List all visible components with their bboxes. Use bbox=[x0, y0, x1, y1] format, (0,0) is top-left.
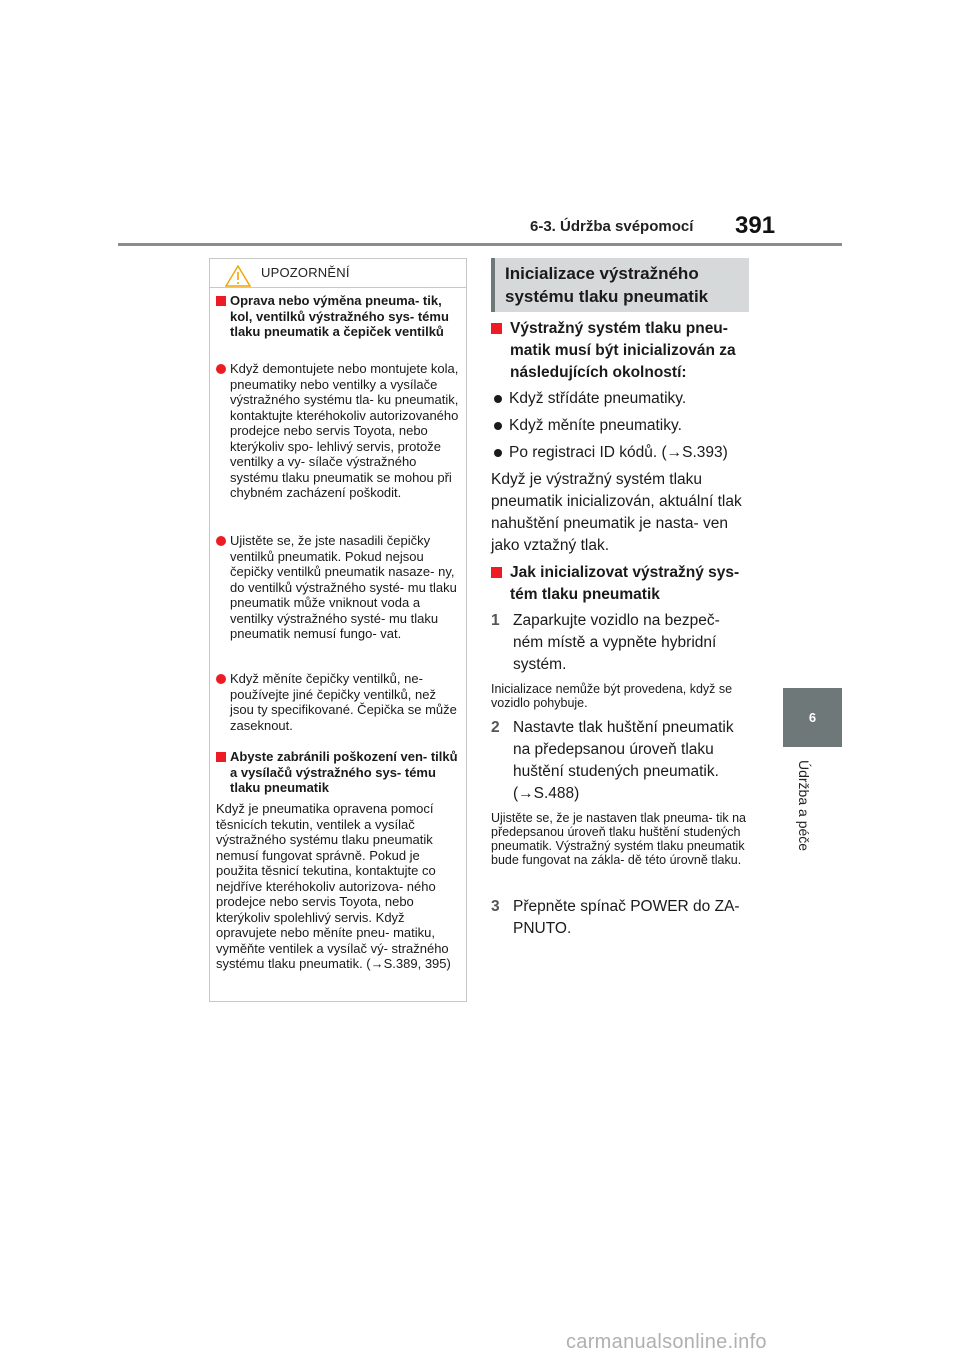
step-number: 2 bbox=[491, 719, 500, 736]
bullet-item bbox=[491, 415, 756, 437]
warning-block-1 bbox=[216, 293, 462, 340]
warning-triangle-icon bbox=[225, 265, 251, 287]
section-title: Inicializace výstražného systému tlaku pneumatik bbox=[505, 264, 709, 306]
dot-bullet-icon bbox=[494, 449, 502, 457]
warning-header bbox=[210, 259, 466, 289]
square-bullet-icon bbox=[491, 567, 502, 578]
circle-bullet-icon bbox=[216, 364, 226, 374]
bullet-text: Když měníte pneumatiky. bbox=[509, 417, 682, 434]
warning-block-6 bbox=[216, 801, 462, 972]
step-number: 3 bbox=[491, 898, 500, 915]
subheading-2 bbox=[491, 562, 756, 606]
chapter-tab: 6 bbox=[783, 688, 842, 747]
step-text: Přepněte spínač POWER do ZA- PNUTO. bbox=[513, 898, 740, 937]
warning-block-text: Abyste zabránili poškození ven- tilků a vysílačů výstražného sys- tému tlaku pneumatik bbox=[230, 749, 458, 795]
step-note: Ujistěte se, že je nastaven tlak pneuma- tik na předepsanou úroveň tlaku huštění studených pneumatik. Výstražný systém tlaku pneumatik bude fungovat na zákla- dě této úrovně tlaku. bbox=[491, 811, 746, 867]
bullet-item bbox=[491, 442, 756, 464]
subheading-1 bbox=[491, 318, 756, 384]
step-text: Zaparkujte vozidlo na bezpeč- ném místě a vypněte hybridní systém. bbox=[513, 612, 720, 673]
step-text: Nastavte tlak huštění pneumatik na předepsanou úroveň tlaku huštění studených pneumatik. (→S.488) bbox=[513, 719, 734, 802]
step-1 bbox=[491, 610, 751, 676]
warning-block-4 bbox=[216, 671, 462, 733]
subheading-text: Výstražný systém tlaku pneu- matik musí být inicializován za následujících okolností: bbox=[510, 320, 736, 381]
bullet-text: Po registraci ID kódů. (→S.393) bbox=[509, 444, 728, 461]
warning-block-text: Oprava nebo výměna pneuma- tik, kol, ventilků výstražného sys- tému tlaku pneumatik a čepiček ventilků bbox=[230, 293, 449, 339]
bullet-item bbox=[491, 388, 756, 410]
subheading-text: Jak inicializovat výstražný sys- tém tlaku pneumatik bbox=[510, 564, 740, 603]
warning-block-5 bbox=[216, 749, 462, 796]
circle-bullet-icon bbox=[216, 674, 226, 684]
warning-block-text: Když měníte čepičky ventilků, ne- používejte jiné čepičky ventilků, než jsou ty specifikované. Čepička se může zaseknout. bbox=[230, 671, 457, 733]
square-bullet-icon bbox=[216, 296, 226, 306]
watermark: carmanualsonline.info bbox=[566, 1331, 767, 1353]
warning-box bbox=[209, 258, 467, 1002]
warning-block-text: Když demontujete nebo montujete kola, pneumatiky nebo ventilky a vysílače výstražného systému tla- ku pneumatik, kontaktujte kteréhokoliv autorizovaného prodejce nebo servis Toyota, nebo kterýkoliv spo- lehlivý servis, protože ventilky a vy- sílače výstražného systému tlaku pneumatik se mohou při chybném zacházení poškodit. bbox=[230, 361, 459, 500]
page-number: 391 bbox=[735, 212, 776, 239]
header-rule bbox=[118, 243, 842, 246]
bullet-text: Když střídáte pneumatiky. bbox=[509, 390, 687, 407]
dot-bullet-icon bbox=[494, 395, 502, 403]
dot-bullet-icon bbox=[494, 422, 502, 430]
warning-block-text: Když je pneumatika opravena pomocí těsnicích tekutin, ventilek a vysílač výstražného systému tlaku pneumatik nemusí fungovat správně. Pokud je použita těsnicí tekutina, kontaktujte co nejdříve kteréhokoliv autorizova- ného prodejce nebo servis Toyota, nebo kterýkoliv spolehlivý servis. Když opravujete nebo měníte pneu- matiku, vyměňte ventilek a vysílač vý- stražného systému tlaku pneumatik. (→S.389, 395) bbox=[216, 801, 451, 971]
warning-block-3 bbox=[216, 533, 462, 642]
warning-block-2 bbox=[216, 361, 462, 501]
step-note: Inicializace nemůže být provedena, když se vozidlo pohybuje. bbox=[491, 682, 733, 710]
step-2 bbox=[491, 717, 751, 805]
warning-block-text: Ujistěte se, že jste nasadili čepičky ventilků pneumatik. Pokud nejsou čepičky ventilků pneumatik nasaze- ny, do ventilků výstražného systé- mu tlaku pneumatik může vniknout voda a ventilky výstražného systé- mu tlaku pneumatik nemusí fungo- vat. bbox=[230, 533, 457, 641]
square-bullet-icon bbox=[491, 323, 502, 334]
section-banner bbox=[491, 258, 749, 312]
step-number: 1 bbox=[491, 612, 500, 629]
circle-bullet-icon bbox=[216, 536, 226, 546]
header-section-title: 6-3. Údržba svépomocí bbox=[530, 218, 694, 235]
chapter-label: Údržba a péče bbox=[796, 760, 812, 852]
warning-separator bbox=[210, 287, 466, 288]
warning-title: UPOZORNĚNÍ bbox=[261, 265, 350, 280]
step-3 bbox=[491, 896, 756, 940]
body-paragraph: Když je výstražný systém tlaku pneumatik inicializován, aktuální tlak nahuštění pneumatik je nasta- ven jako vztažný tlak. bbox=[491, 471, 742, 554]
square-bullet-icon bbox=[216, 752, 226, 762]
